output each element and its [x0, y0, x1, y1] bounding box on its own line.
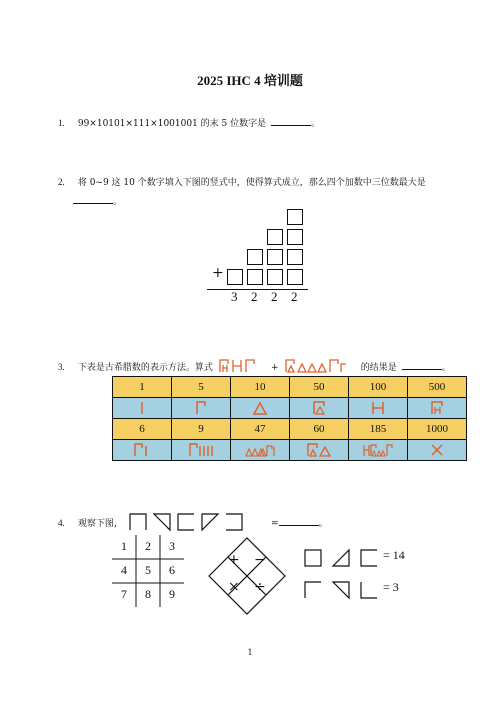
table-cell: 1000	[408, 419, 467, 440]
question-2-text: 将 0~9 这 10 个数字填入下图的竖式中，使得算式成立，那么四个加数中三位数最大是	[77, 178, 426, 188]
question-3-number: 3.	[58, 362, 65, 372]
question-4-text: 观察下图，	[77, 519, 123, 529]
greek-six-icon	[127, 442, 157, 458]
pigpen-symbols-icon	[128, 512, 266, 532]
table-cell: 10	[231, 377, 290, 398]
answer-blank-1[interactable]	[271, 116, 311, 126]
table-cell: 60	[290, 419, 349, 440]
grid-cell: 9	[169, 587, 175, 601]
digit-box[interactable]	[287, 249, 303, 265]
grid-cell: 7	[121, 587, 127, 601]
greek-one-icon	[127, 400, 157, 416]
plus-sign: +	[212, 265, 224, 281]
digit-box[interactable]	[287, 209, 303, 225]
table-row	[113, 440, 467, 461]
answer-blank-2[interactable]	[73, 194, 113, 204]
diamond-op: −	[254, 552, 266, 568]
question-2-end: 。	[113, 197, 123, 207]
number-grid	[112, 535, 184, 607]
greek-one-eighty-five-icon	[363, 442, 393, 458]
greek-hundred-icon	[363, 400, 393, 416]
answer-blank-4[interactable]	[279, 516, 319, 526]
table-cell: 6	[113, 419, 172, 440]
digit-box[interactable]	[287, 229, 303, 245]
table-cell	[408, 440, 467, 461]
table-cell: 5	[172, 377, 231, 398]
table-row	[113, 419, 467, 440]
grid-cell: 6	[169, 563, 175, 577]
diamond-op: ×	[228, 579, 240, 595]
example-result-2: = 3	[383, 580, 399, 594]
question-2	[58, 170, 458, 189]
question-3-end: 。	[441, 363, 451, 373]
digit-box[interactable]	[247, 249, 263, 265]
table-cell	[349, 440, 408, 461]
greek-thousand-icon	[422, 442, 452, 458]
greek-nine-icon	[186, 442, 216, 458]
question-1-end: 。	[311, 119, 321, 129]
table-cell	[290, 440, 349, 461]
table-cell	[408, 398, 467, 419]
question-2-number: 2.	[58, 177, 65, 187]
grid-cell: 8	[145, 587, 151, 601]
answer-blank-3[interactable]	[402, 360, 442, 370]
table-cell: 100	[349, 377, 408, 398]
table-row	[113, 398, 467, 419]
greek-fifty-icon	[304, 400, 334, 416]
table-cell: 47	[231, 419, 290, 440]
sum-digit: 2	[291, 289, 298, 304]
greek-five-hundred-icon	[422, 400, 452, 416]
table-cell	[349, 398, 408, 419]
page-title: 2025 IHC 4 培训题	[197, 73, 303, 88]
grid-cell: 5	[145, 563, 151, 577]
question-3	[58, 355, 451, 374]
operator-diamond	[208, 537, 286, 615]
diamond-op: +	[228, 552, 240, 568]
table-cell: 185	[349, 419, 408, 440]
table-cell	[172, 440, 231, 461]
table-cell	[290, 398, 349, 419]
sum-digit: 2	[251, 289, 258, 304]
example-symbols-icon	[303, 548, 381, 568]
example-symbols-icon	[303, 580, 381, 600]
diamond-op: ÷	[254, 579, 266, 595]
digit-box[interactable]	[267, 269, 283, 285]
greek-numeral-icon	[218, 358, 266, 374]
greek-five-icon	[186, 400, 216, 416]
greek-numeral-table	[112, 376, 467, 461]
greek-forty-seven-icon	[245, 442, 275, 458]
grid-cell: 2	[145, 539, 151, 553]
greek-numeral-icon	[284, 358, 356, 374]
table-cell	[231, 440, 290, 461]
page-number: 1	[247, 648, 253, 657]
digit-box[interactable]	[247, 269, 263, 285]
digit-box[interactable]	[227, 269, 243, 285]
question-3-text-a: 下表是古希腊数的表示方法。算式	[77, 363, 213, 373]
question-3-text-b: 的结果是	[360, 363, 397, 373]
table-row	[113, 377, 467, 398]
question-3-plus: +	[271, 363, 279, 373]
digit-box[interactable]	[287, 269, 303, 285]
question-4-number: 4.	[58, 518, 65, 528]
table-cell: 500	[408, 377, 467, 398]
table-cell: 9	[172, 419, 231, 440]
grid-cell: 1	[121, 539, 127, 553]
question-2-answer-line	[73, 189, 122, 208]
digit-box[interactable]	[267, 249, 283, 265]
table-cell: 1	[113, 377, 172, 398]
grid-cell: 4	[121, 563, 127, 577]
grid-cell: 3	[169, 539, 175, 553]
question-4-end: 。	[318, 519, 328, 529]
question-1	[58, 111, 320, 130]
example-result-1: = 14	[383, 548, 405, 562]
table-cell: 50	[290, 377, 349, 398]
greek-ten-icon	[245, 400, 275, 416]
table-cell	[113, 398, 172, 419]
sum-digit: 3	[231, 289, 238, 304]
greek-sixty-icon	[304, 442, 334, 458]
digit-box[interactable]	[267, 229, 283, 245]
question-4	[58, 511, 328, 532]
diamond-shape	[208, 537, 286, 615]
table-cell	[172, 398, 231, 419]
question-1-number: 1.	[58, 118, 65, 128]
sum-digit: 2	[271, 289, 278, 304]
table-cell	[231, 398, 290, 419]
question-1-text: 99×10101×111×1001001 的末 5 位数字是	[77, 119, 267, 129]
table-cell	[113, 440, 172, 461]
question-4-equals: =	[271, 519, 279, 529]
